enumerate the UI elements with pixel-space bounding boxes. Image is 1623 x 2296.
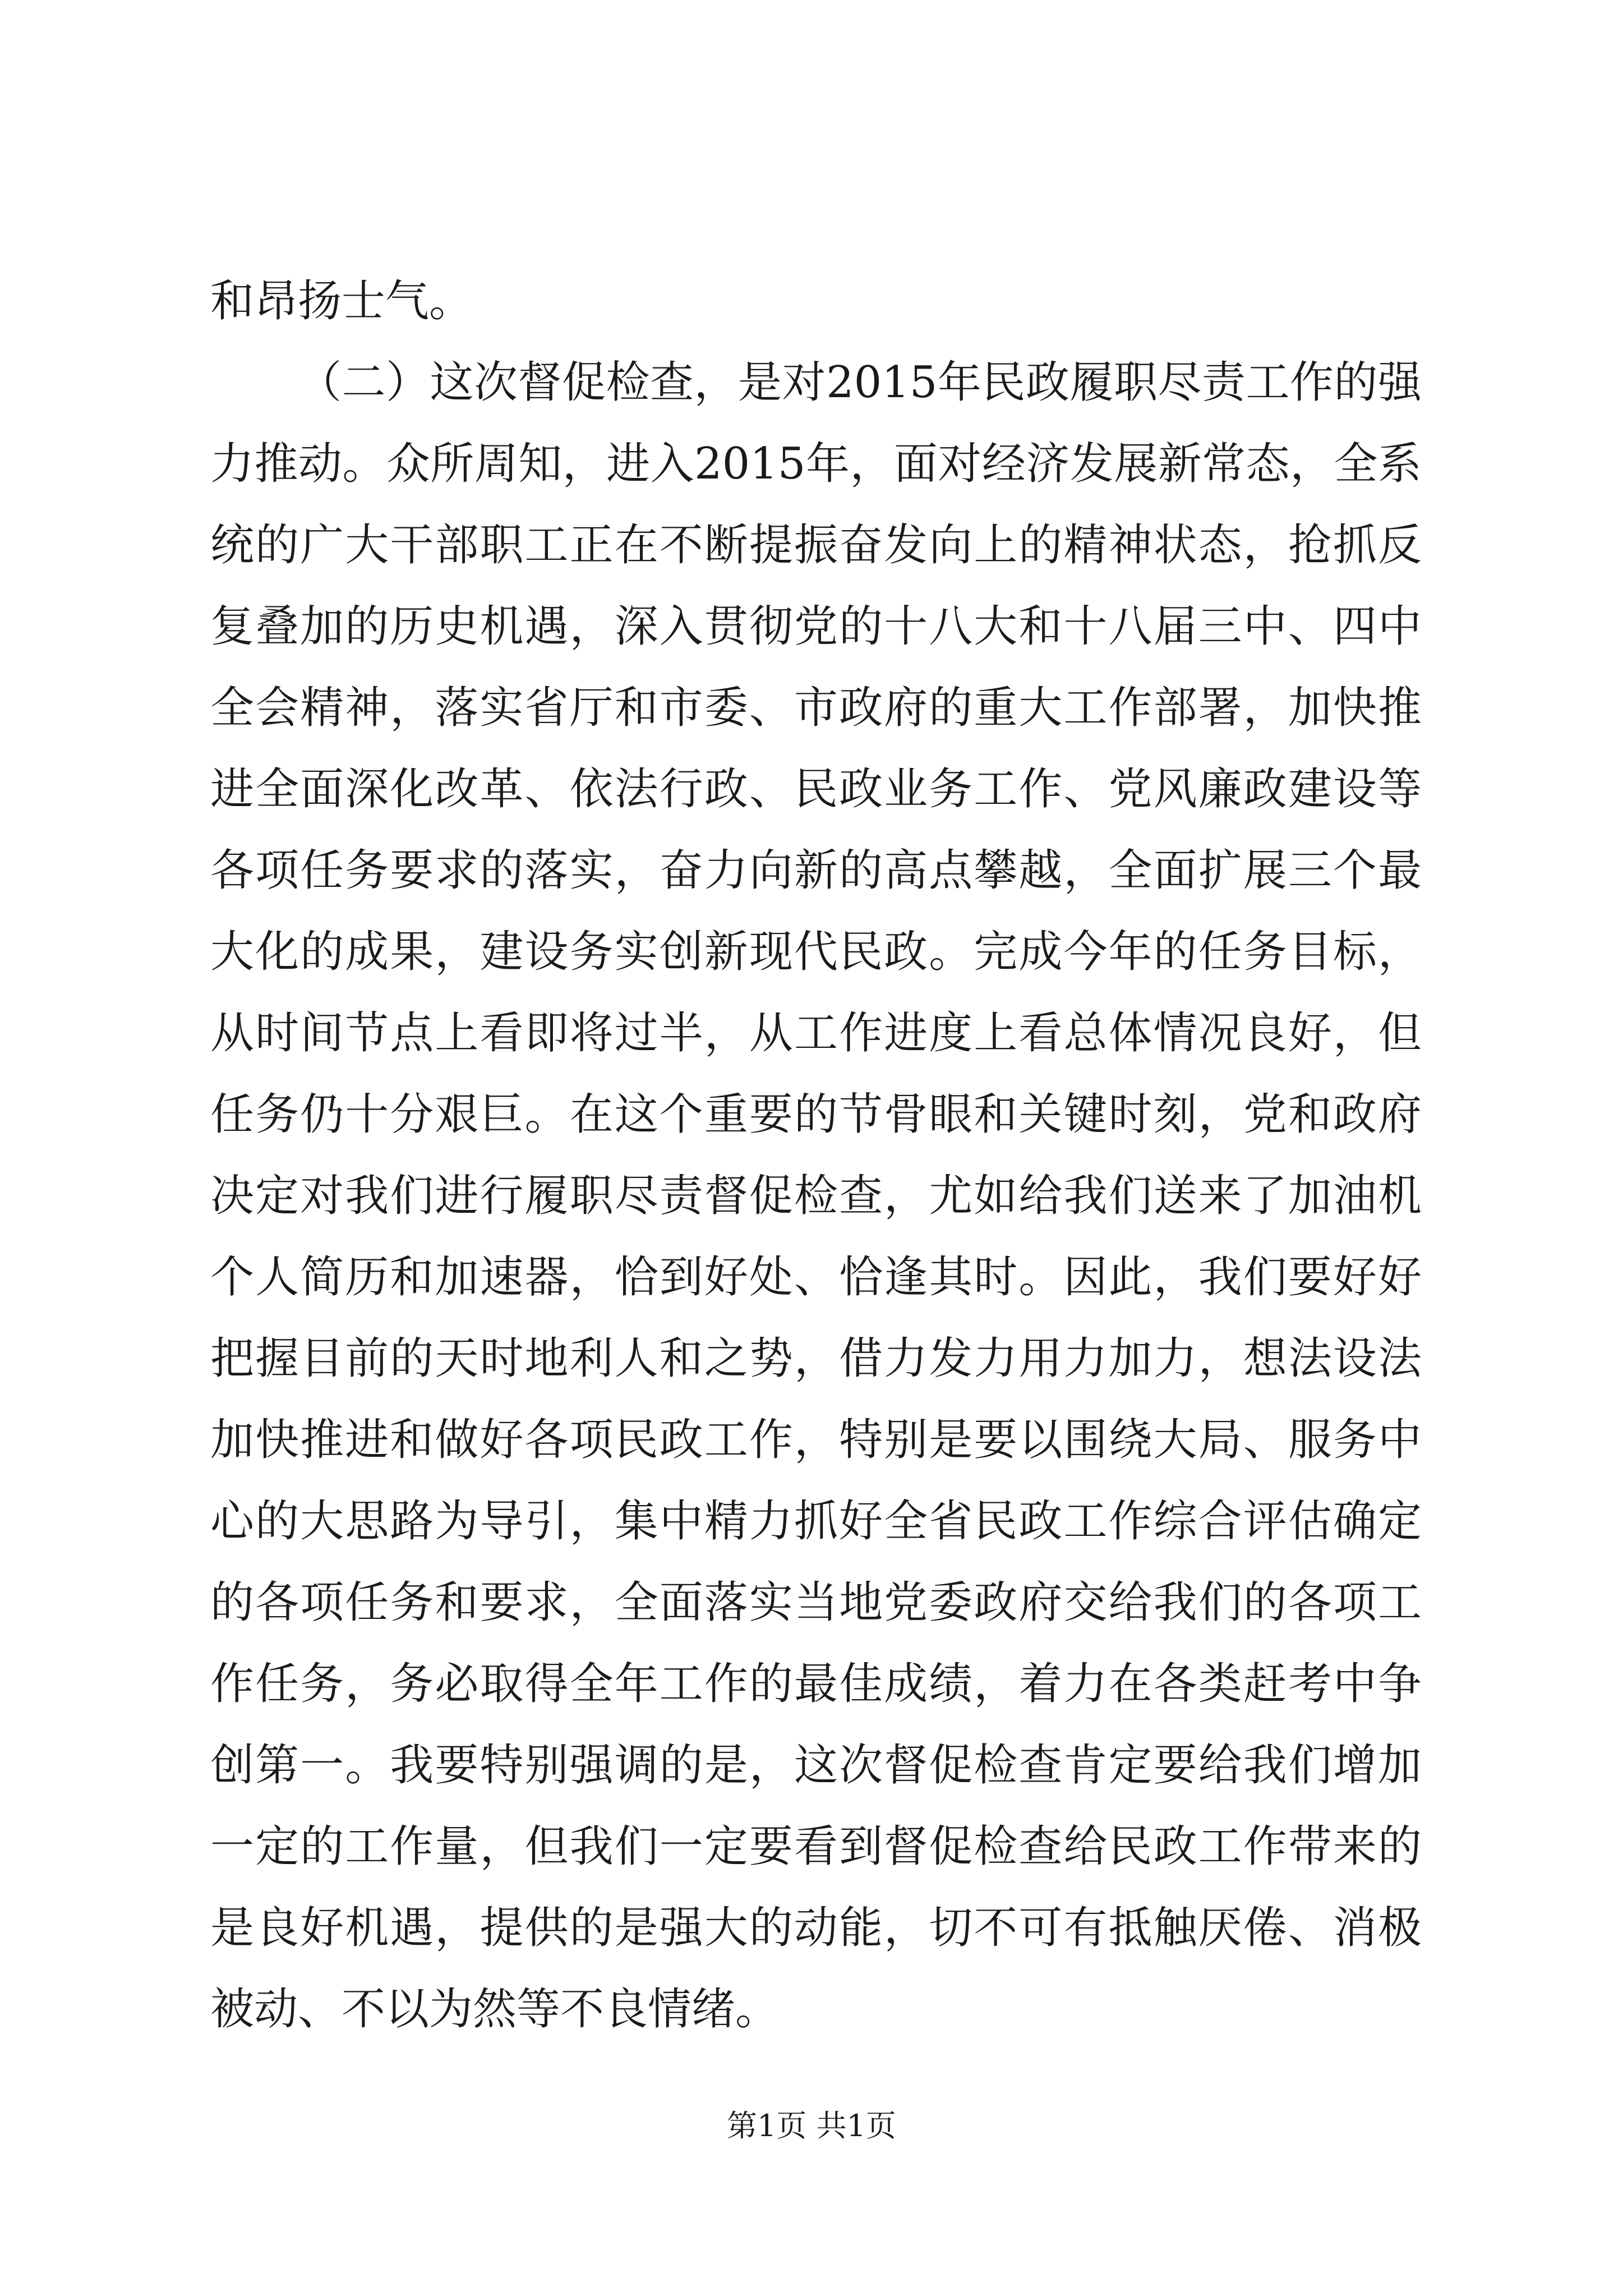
paragraph-continuation: 和昂扬士气。 [210, 276, 473, 326]
page-footer [0, 2106, 1623, 2146]
page-number-label: 第1页 共1页 [727, 2108, 896, 2143]
paragraph-section-two: （二）这次督促检查，是对2015年民政履职尽责工作的强力推动。众所周知，进入2015年，面对经济发展新常态，全系统的广大干部职工正在不断提振奋发向上的精神状态，抢抓反复叠加的历史机遇，深入贯彻党的十八大和十八届三中、四中全会精神，落实省厅和市委、市政府的重大工作部署，加快推进全面深化改革、依法行政、民政业务工作、党风廉政建设等各项任务要求的落实，奋力向新的高点攀越，全面扩展三个最大化的成果，建设务实创新现代民政。完成今年的任务目标，从时间节点上看即将过半，从工作进度上看总体情况良好，但任务仍十分艰巨。在这个重要的节骨眼和关键时刻，党和政府决定对我们进行履职尽责督促检查，尤如给我们送来了加油机个人简历和加速器，恰到好处、恰逢其时。因此，我们要好好把握目前的天时地利人和之势，借力发力用力加力，想法设法加快推进和做好各项民政工作，特别是要以围绕大局、服务中心的大思路为导引，集中精力抓好全省民政工作综合评估确定的各项任务和要求，全面落实当地党委政府交给我们的各项工作任务，务必取得全年工作的最佳成绩，着力在各类赶考中争创第一。我要特别强调的是，这次督促检查肯定要给我们增加一定的工作量，但我们一定要看到督促检查给民政工作带来的是良好机遇，提供的是强大的动能，切不可有抵触厌倦、消极被动、不以为然等不良情绪。 [210, 357, 1422, 2035]
document-body [210, 261, 1422, 2050]
